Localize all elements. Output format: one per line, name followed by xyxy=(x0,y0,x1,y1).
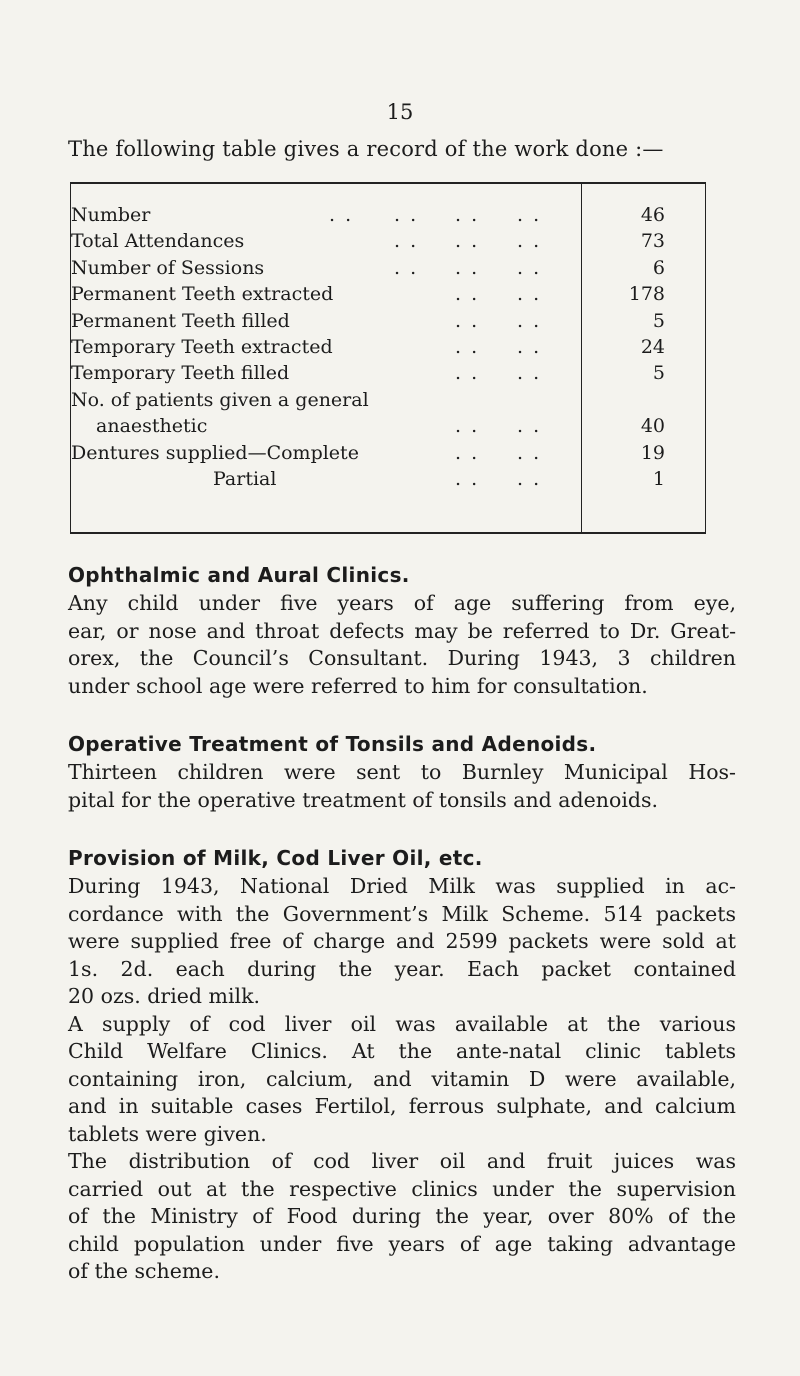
paragraph-line: containing iron, calcium, and vitamin D were available, xyxy=(68,1066,736,1091)
paragraph-line: and in suitable cases Fertilol, ferrous sulphate, and calcium xyxy=(68,1094,736,1118)
paragraph-line: Thirteen children were sent to Burnley Municipal Hos- xyxy=(68,760,736,784)
paragraph-line: cordance with the Government’s Milk Scheme. 514 packets xyxy=(68,901,736,926)
paragraph-line: under school age were referred to him for consultation. xyxy=(68,673,648,698)
table-row xyxy=(71,257,707,283)
table-row xyxy=(71,468,707,494)
table-row xyxy=(71,204,707,230)
row-value: 1 xyxy=(652,468,665,490)
section-heading: Provision of Milk, Cod Liver Oil, etc. xyxy=(68,846,483,870)
table-row xyxy=(71,415,707,441)
table-intro: The following table gives a record of the work done :— xyxy=(68,137,664,161)
paragraph-line: Any child under five years of age suffering from eye, xyxy=(68,591,736,615)
leader-dots: . . xyxy=(517,283,542,306)
section-body xyxy=(68,873,736,1286)
table-row xyxy=(71,336,707,362)
row-label: Total Attendances xyxy=(71,230,245,253)
row-label: anaesthetic xyxy=(96,415,208,438)
leader-dots: . . xyxy=(329,204,354,226)
row-value: 178 xyxy=(628,283,665,306)
leader-dots: . . xyxy=(455,204,480,226)
row-label: Temporary Teeth filled xyxy=(71,362,290,385)
leader-dots: . . xyxy=(517,204,542,226)
paragraph-line: The distribution of cod liver oil and fruit juices was xyxy=(68,1149,736,1173)
table-row xyxy=(71,389,707,415)
leader-dots: . . xyxy=(517,441,542,464)
row-label: Dentures supplied—Complete xyxy=(71,441,359,464)
paragraph-line: of the Ministry of Food during the year, over 80% of the xyxy=(68,1204,736,1228)
paragraph-line: A supply of cod liver oil was available at the various xyxy=(68,1011,736,1036)
paragraph-line: child population under five years of age taking advantage xyxy=(68,1231,736,1256)
table-row xyxy=(71,310,707,336)
table-row xyxy=(71,283,707,309)
row-value: 19 xyxy=(640,441,665,464)
paragraph-line: carried out at the respective clinics under the supervision xyxy=(68,1176,736,1201)
leader-dots: . . xyxy=(455,415,480,438)
section-body xyxy=(68,590,736,700)
page-number: 15 xyxy=(386,100,414,124)
row-value: 5 xyxy=(652,309,665,332)
section-body xyxy=(68,759,736,814)
leader-dots: . . xyxy=(517,309,542,332)
row-label: Permanent Teeth filled xyxy=(71,309,290,332)
leader-dots: . . xyxy=(455,256,480,279)
row-value: 6 xyxy=(652,256,665,279)
table-row xyxy=(71,230,707,256)
paragraph-line: orex, the Council’s Consultant. During 1943, 3 children xyxy=(68,646,736,670)
leader-dots: . . xyxy=(517,468,542,490)
paragraph-line: of the scheme. xyxy=(68,1259,220,1283)
paragraph-line: ear, or nose and throat defects may be referred to Dr. Great- xyxy=(68,618,736,643)
row-label: Temporary Teeth extracted xyxy=(71,336,333,358)
leader-dots: . . xyxy=(455,336,480,358)
row-label: Number of Sessions xyxy=(71,256,265,279)
row-value: 40 xyxy=(640,415,665,438)
leader-dots: . . xyxy=(394,230,419,253)
leader-dots: . . xyxy=(394,256,419,279)
table-row xyxy=(71,442,707,468)
leader-dots: . . xyxy=(517,336,542,358)
section-heading: Ophthalmic and Aural Clinics. xyxy=(68,563,410,587)
leader-dots: . . xyxy=(517,362,542,385)
row-label: Permanent Teeth extracted xyxy=(71,283,334,306)
row-value: 73 xyxy=(640,230,665,253)
paragraph-line: were supplied free of charge and 2599 packets were sold at xyxy=(68,929,736,953)
leader-dots: . . xyxy=(455,362,480,385)
leader-dots: . . xyxy=(455,283,480,306)
paragraph-line: Child Welfare Clinics. At the ante-natal clinic tablets xyxy=(68,1039,736,1063)
dental-work-table xyxy=(70,182,706,534)
leader-dots: . . xyxy=(517,415,542,438)
leader-dots: . . xyxy=(517,230,542,253)
row-value: 5 xyxy=(652,362,665,385)
table-row xyxy=(71,362,707,388)
leader-dots: . . xyxy=(455,230,480,253)
row-value: 24 xyxy=(640,336,665,358)
row-label: No. of patients given a general xyxy=(71,388,369,411)
leader-dots: . . xyxy=(455,468,480,490)
paragraph-line: tablets were given. xyxy=(68,1121,267,1146)
leader-dots: . . xyxy=(455,309,480,332)
leader-dots: . . xyxy=(517,256,542,279)
row-value: 46 xyxy=(640,204,665,226)
section-heading: Operative Treatment of Tonsils and Adenoids. xyxy=(68,732,597,756)
paragraph-line: pital for the operative treatment of tonsils and adenoids. xyxy=(68,787,659,812)
leader-dots: . . xyxy=(455,441,480,464)
paragraph-line: 20 ozs. dried milk. xyxy=(68,984,261,1008)
paragraph-line: 1s. 2d. each during the year. Each packet contained xyxy=(68,956,736,981)
row-label: Partial xyxy=(213,468,277,490)
leader-dots: . . xyxy=(394,204,419,226)
row-label: Number xyxy=(71,204,151,226)
paragraph-line: During 1943, National Dried Milk was supplied in ac- xyxy=(68,874,736,898)
